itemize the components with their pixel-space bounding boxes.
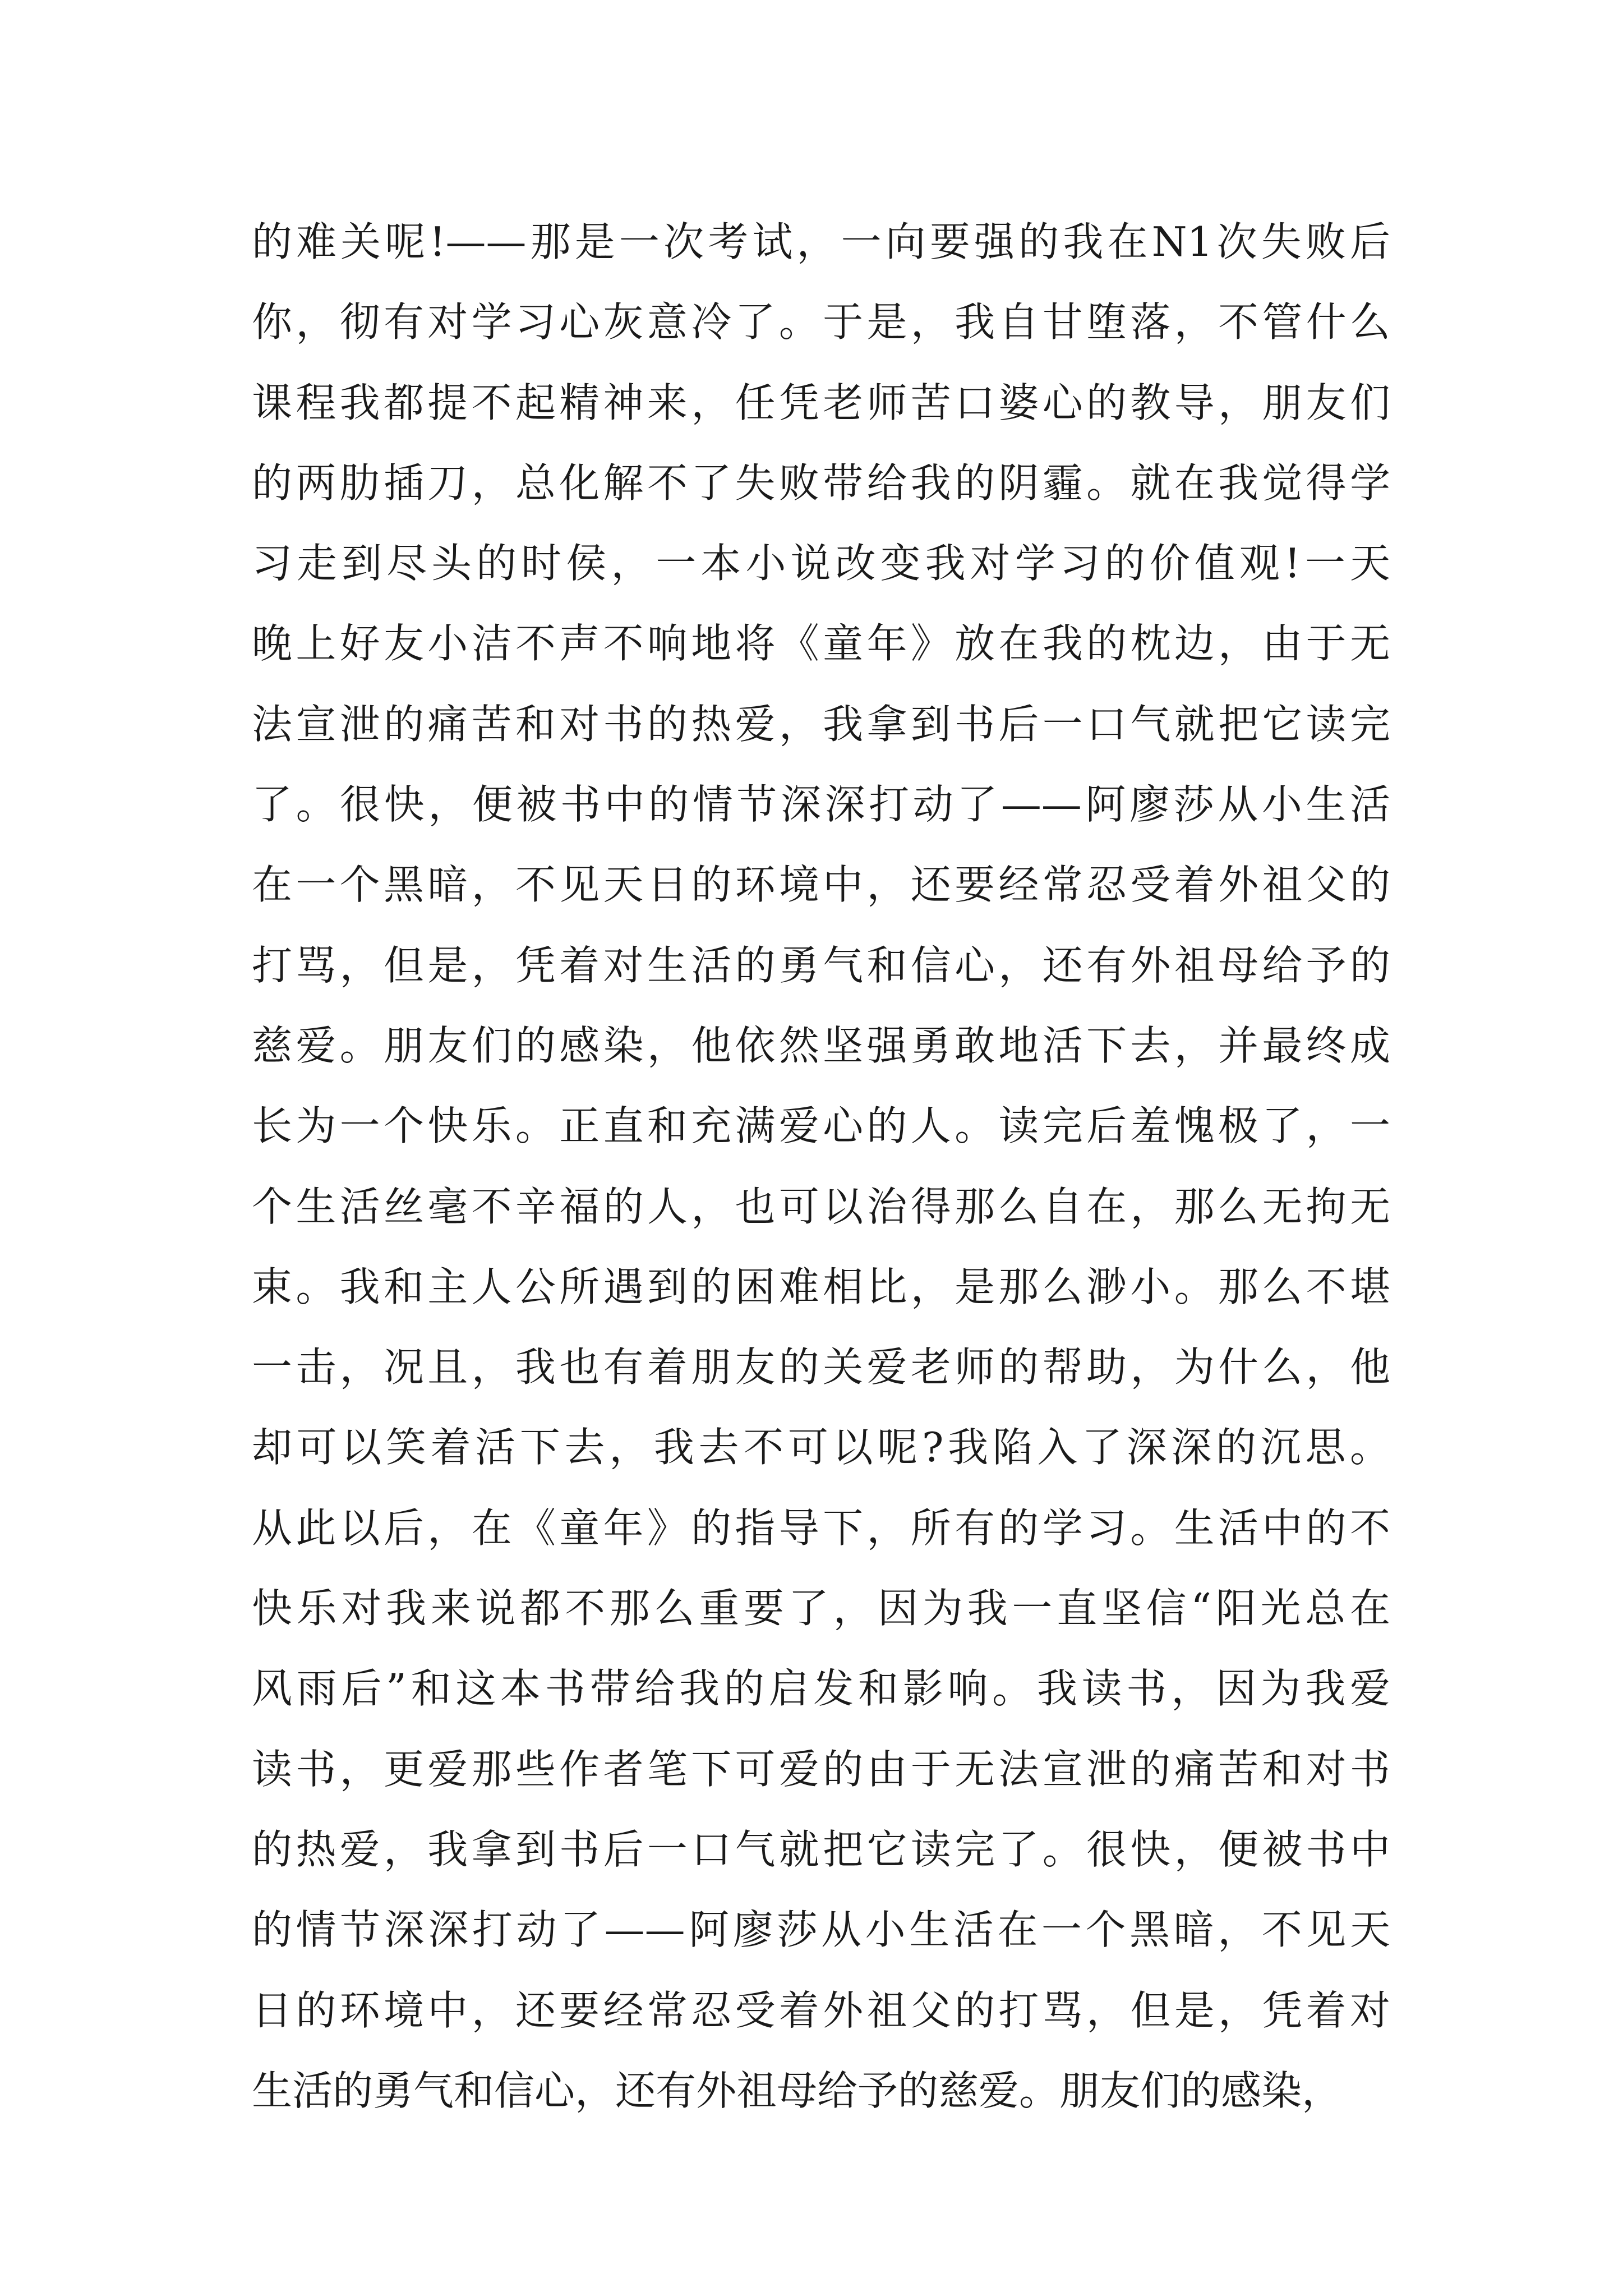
text-line: 日的环境中，还要经常忍受着外祖父的打骂，但是，凭着对 [252,1986,1390,2034]
text-line: 快乐对我来说都不那么重要了，因为我一直坚信“阳光总在 [252,1585,1390,1632]
text-line: 的情节深深打动了——阿廖莎从小生活在一个黑暗，不见天 [252,1906,1390,1954]
text-line: 的两肋插刀，总化解不了失败带给我的阴霾。就在我觉得学 [252,459,1390,507]
text-line: 在一个黑暗，不见天日的环境中，还要经常忍受着外祖父的 [252,861,1390,909]
text-line: 打骂，但是，凭着对生活的勇气和信心，还有外祖母给予的 [252,941,1390,989]
text-line: 却可以笑着活下去，我去不可以呢?我陷入了深深的沉思。 [252,1424,1390,1471]
text-line: 了。很快，便被书中的情节深深打动了——阿廖莎从小生活 [252,781,1390,829]
text-line: 生活的勇气和信心，还有外祖母给予的慈爱。朋友们的感染， [252,2067,1343,2114]
text-line: 风雨后”和这本书带给我的启发和影响。我读书，因为我爱 [252,1665,1390,1713]
text-line: 法宣泄的痛苦和对书的热爱，我拿到书后一口气就把它读完 [252,700,1390,748]
text-line: 你，彻有对学习心灰意冷了。于是，我自甘堕落，不管什么 [252,298,1390,346]
text-line: 慈爱。朋友们的感染，他依然坚强勇敢地活下去，并最终成 [252,1022,1390,1069]
text-line: 的难关呢!——那是一次考试，一向要强的我在N1次失败后 [252,218,1390,265]
text-line: 束。我和主人公所遇到的困难相比，是那么渺小。那么不堪 [252,1263,1390,1310]
text-line: 从此以后，在《童年》的指导下，所有的学习。生活中的不 [252,1504,1390,1552]
text-line: 长为一个快乐。正直和充满爱心的人。读完后羞愧极了，一 [252,1102,1390,1150]
text-line: 一击，况且，我也有着朋友的关爱老师的帮助，为什么，他 [252,1343,1390,1391]
text-line: 课程我都提不起精神来，任凭老师苦口婆心的教导，朋友们 [252,379,1390,426]
text-line: 习走到尽头的时侯，一本小说改变我对学习的价值观!一天 [252,540,1390,587]
text-line: 个生活丝毫不辛福的人，也可以治得那么自在，那么无拘无 [252,1182,1390,1230]
text-line: 的热爱，我拿到书后一口气就把它读完了。很快，便被书中 [252,1825,1390,1873]
text-line: 读书，更爱那些作者笔下可爱的由于无法宣泄的痛苦和对书 [252,1745,1390,1793]
text-line: 晚上好友小洁不声不响地将《童年》放在我的枕边，由于无 [252,620,1390,668]
body-text [252,202,1390,2131]
